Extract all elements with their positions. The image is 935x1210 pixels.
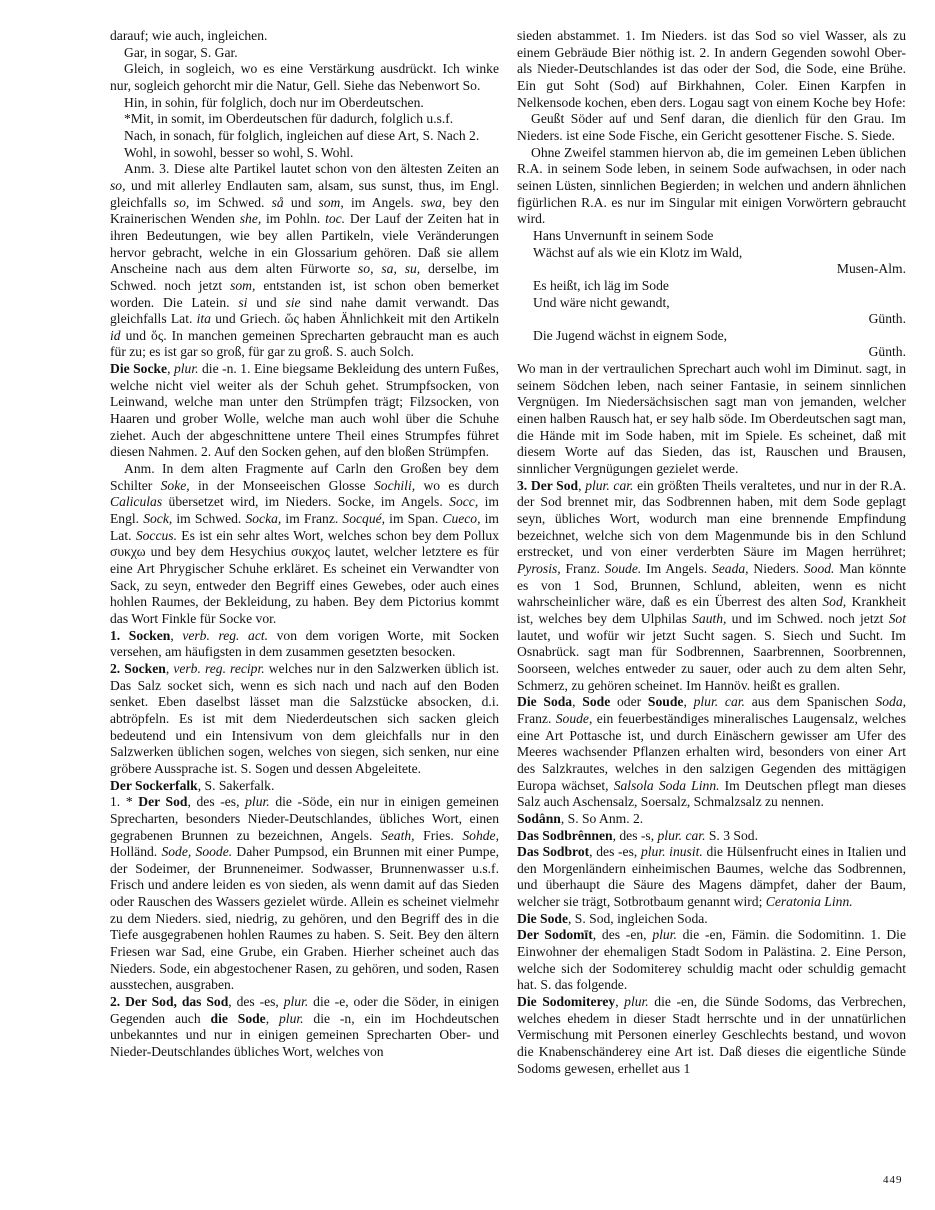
left-paragraph: Wohl, in sowohl, besser so wohl, S. Wohl. [124,144,354,160]
right-paragraph: Das Sodbrênnen, des -s, plur. car. S. 3 Sod. [517,827,758,843]
right-paragraph: Die Sode, S. Sod, ingleichen Soda. [517,910,708,926]
page-number: 449 [883,1174,903,1186]
left-paragraph: Hin, in sohin, für folglich, doch nur im Oberdeutschen. [124,94,424,110]
left-paragraph: Anm. 3. Diese alte Partikel lautet schon von den ältesten Zeiten an so, und mit allerley Endlauten sam, alsam, sus sunst, thus, im Engl. gleichfalls so, im Schwed. så und som, im Angels. swa, bey den Krainerischen Wenden she, im Pohln. toc. Der Lauf der Zeiten hat in ihren Bedeutungen, wie bey allen Partikeln, viele Veränderungen hervor gebracht, welche in ein Glossarium gehören. Daß sie allem Anscheine nach aus dem alten Fürworte so, sa, su, derselbe, im Schwed. noch jetzt som, entstanden ist, ist schon oben bemerket worden. Die Latein. si und sie sind nahe damit verwandt. Das gleichfalls Lat. ita und Griech. ὥς haben Ähnlichkeit mit den Artikeln id und ὅς. In manchen gemeinen Sprecharten gebraucht man es auch für zu; es ist gar so groß, für gar zu groß. S. auch Solch. [110,161,500,360]
right-paragraph: Und wäre nicht gewandt, [533,294,670,310]
right-paragraph: Sodânn, S. So Anm. 2. [517,810,644,826]
right-paragraph: Ohne Zweifel stammen hiervon ab, die im gemeinen Leben üblichen R.A. in seinem Sode leben, in seinem Sode aufwachsen, in oder nach seinen Lüsten, sinnlichen Begierden; in welchen und andern ähnlichen figürlichen R.A. es nur im Singular mit einigen Vorwörtern gebraucht wird. [517,144,906,227]
left-paragraph: Anm. In dem alten Fragmente auf Carln den Großen bey dem Schilter Soke, in der Monseeischen Glosse Sochili, wo es durch Caliculas übersetzet wird, im Nieders. Socke, im Angels. Socc, im Engl. Sock, im Schwed. Socka, im Franz. Socqué, im Span. Cueco, im Lat. Soccus. Es ist ein sehr altes Wort, welches schon bey dem Pollux συκχω und bey dem Hesychius συκχος lautet, welcher letztere es für eine Art Phrygischer Schuhe erkläret. Es scheinet ein Verwandter von Sack, zu seyn, entweder den Begriff eines Gewebes, oder auch eines hohlen Raumes, der Bekleidung, zu haben. Bey dem Pictorius kommt das Wort Finkle für Socke vor. [110,461,500,626]
right-paragraph: Günth. [868,311,906,327]
right-paragraph: Die Soda, Sode oder Soude, plur. car. aus dem Spanischen Soda, Franz. Soude, ein feuerbeständiges mineralisches Laugensalz, welches eine Art Pottasche ist, und durch Einäschern gewisser am Ufer des Meeres wachsender Pflanzen erhalten wird, besonders von einer Art des Salzkrautes, welches in den salzigen Gegenden des mittägigen Europa wächset, Salsola Soda Linn. Im Deutschen pflegt man dieses Salz auch Aschensalz, Soersalz, Schmalzsalz zu nennen. [517,694,907,810]
left-paragraph: *Mit, in somit, im Oberdeutschen für dadurch, folglich u.s.f. [124,111,454,127]
right-paragraph: Es heißt, ich läg im Sode [533,277,669,293]
left-paragraph: Gleich, in sogleich, wo es eine Verstärkung ausdrückt. Ich winke nur, sogleich gehorcht mir die Natur, Gell. Siehe das Nebenwort So. [110,61,499,93]
right-paragraph: Die Sodomiterey, plur. die -en, die Sünde Sodoms, das Verbrechen, welches ehedem in dieser Stadt herrschte und in der unnatürlichen Vermischung mit Personen einerley Geschlechts bestand, und wovon die Knabenschänderey eine Art ist. Daß dieses die eigentliche Sünde Sodoms gewesen, erhellet aus 1 [517,994,906,1076]
right-paragraph: Das Sodbrot, des -es, plur. inusit. die Hülsenfrucht eines in Italien und den Morgenländern einheimischen Baumes, welche das Sodbrennen, und überhaupt die Säure des Magens dämpfet, daher der Baum, welcher sie trägt, Sotbrotbaum genannt wird; Ceratonia Linn. [517,844,906,910]
right-paragraph: Der Sodomīt, des -en, plur. die -en, Fämin. die Sodomitinn. 1. Die Einwohner der ehemaligen Stadt Sodom in Palästina. 2. Eine Person, welche sich der Sodomiterey schuldig macht oder schuldig gemacht hat. S. das folgende. [517,927,906,993]
right-paragraph: sieden abstammet. 1. Im Nieders. ist das Sod so viel Wasser, als zu einem Gebräude Bier nöthig ist. 2. In andern Gegenden sowohl Ober- als Nieder-Deutschlandes ist das oder der Sod, die Sode, eine Brühe. Ein gut Soht (Sod) auf Birkhahnen, Coler. Einen Karpfen in Nelkensode kochen, eben ders. Logau sagt von einem Koche bey Hofe: [517,28,906,110]
right-paragraph: Geußt Söder auf und Senf daran, die dienlich für den Grau. Im Nieders. ist eine Sode Fische, ein Gericht gesottener Fische. S. Siede. [517,111,906,143]
left-paragraph: 1. Socken, verb. reg. act. von dem vorigen Worte, mit Socken versehen, am häufigsten in dem zusammen gesetzten besocken. [110,627,500,660]
right-paragraph: Musen-Alm. [836,261,906,277]
left-paragraph: 2. Der Sod, das Sod, des -es, plur. die -e, oder die Söder, in einigen Gegenden auch die Sode, plur. die -n, ein im Hochdeutschen unbekanntes und nur in einigen gemeinen Sprecharten Ober- und Nieder-Deutschlandes übliches Wort, welches von [110,994,499,1060]
right-paragraph: 3. Der Sod, plur. car. ein größten Theils veraltetes, und nur in der R.A. der Sod brennet mir, das Sodbrennen haben, mit dem Sode geplagt seyn, übliches Wort, wodurch man eine brennende Empfindung bezeichnet, welche sich von dem Magenmunde bis in den Schlund erstrecket, und von einer verderbten Säure im Magen herrühret; Pyrosis, Franz. Soude. Im Angels. Seada, Nieders. Sood. Man könnte es von 1 Sod, Brunnen, Schlund, ableiten, wenn es nicht wahrscheinlicher wäre, daß es ein Überrest des alten Sod, Krankheit ist, welches bey dem Ulphilas Sauth, und im Schwed. noch jetzt Sot lautet, und wofür wir jetzt Sucht sagen. S. Siech und Sucht. Im Osnabrück. sagt man für Sodbrennen, Saarbrennen, Soorbrennen, Soorseen, welches entweder zu sauer, oder auch zu dem alten Sehr, Schmerz, zu gehören scheinet. Im Hannöv. heißt es grallen. [517,477,906,693]
right-paragraph: Die Jugend wächst in eignem Sode, [533,327,728,343]
left-paragraph: Der Sockerfalk, S. Sakerfalk. [110,777,275,793]
left-paragraph: darauf; wie auch, ingleichen. [110,28,268,43]
right-paragraph: Wo man in der vertraulichen Sprechart auch wohl im Diminut. sagt, in seinem Södchen leben, nach seiner Fantasie, in seinem sinnlichen Vergnügen. Im Niedersächsischen sagt man von jemanden, welcher einen halben Rausch hat, er sey halb söde. Im Oberdeutschen sagt man, die Hände mit im Sode haben, mit im Spiele. Es scheinet, daß mit diesem Worte auf das Sieden, das ist, Rauschen und Brausen, sinnlicher Vergnügungen gezielet werde. [517,361,906,477]
left-paragraph: 2. Socken, verb. reg. recipr. welches nur in den Salzwerken üblich ist. Das Salz socket sich, wenn es sich nach und nach auf den Boden senket. Eben daselbst lässet man die Salzstücke absocken, d.i. abtröpfeln. Es ist mit dem Niederdeutschen sich sacken gleich bedeutend und ein Intensivum von dem gleichfalls nur in den Salzwerken üblichen sogen, welches von siegen, sich senken, nur eine gröbere Aussprache ist. S. Sogen und dessen Abgeleitete. [110,660,499,776]
right-paragraph: Hans Unvernunft in seinem Sode [533,227,714,243]
right-paragraph: Günth. [868,344,906,360]
right-paragraph: Wächst auf als wie ein Klotz im Wald, [533,244,743,260]
left-column [110,28,499,1061]
left-paragraph: 1. * Der Sod, des -es, plur. die -Söde, ein nur in einigen gemeinen Sprecharten, besonders Nieder-Deutschlandes, übliches Wort, einen gegrabenen Brunnen zu bezeichnen, Angels. Seath, Fries. Sohde, Holländ. Sode, Soode. Daher Pumpsod, ein Brunnen mit einer Pumpe, der Sodeimer, der Brunneneimer. Sodwasser, Brunnenwasser u.s.f. Frisch und andere leiden es von sieden, als wenn damit auf das Sieden oder Rauschen des Wassers gezielet würde. Allein es scheinet vielmehr zu dem Nieders. sied, niedrig, zu gehören, und den Begriff des in die Tiefe ausgegrabenen hohlen Raumes zu haben. S. Seit. Bey den ältern Friesen war Sad, eine Grube, ein Graben. Hierher scheinet auch das Nieders. Sode, ein abgestochener Rasen, zu gehören, und soden, Rasen ausstechen, ausgraben. [110,794,500,993]
left-paragraph: Die Socke, plur. die -n. 1. Eine biegsame Bekleidung des untern Fußes, welche nicht viel weiter als der Schuh gehet. Strumpfsocken, von Leinwand, welche man unter den Strümpfen trägt; Filzsocken, von Haaren und grober Wolle, welche man auch wohl über die Schuhe ziehet. Auch der abgeschnittene untere Theil eines Strumpfes führet diesen Nahmen. 2. Auf den Socken gehen, auf den bloßen Strümpfen. [110,361,499,460]
left-paragraph: Nach, in sonach, für folglich, ingleichen auf diese Art, S. Nach 2. [124,127,480,143]
left-paragraph: Gar, in sogar, S. Gar. [124,44,238,60]
right-column [517,28,906,1077]
